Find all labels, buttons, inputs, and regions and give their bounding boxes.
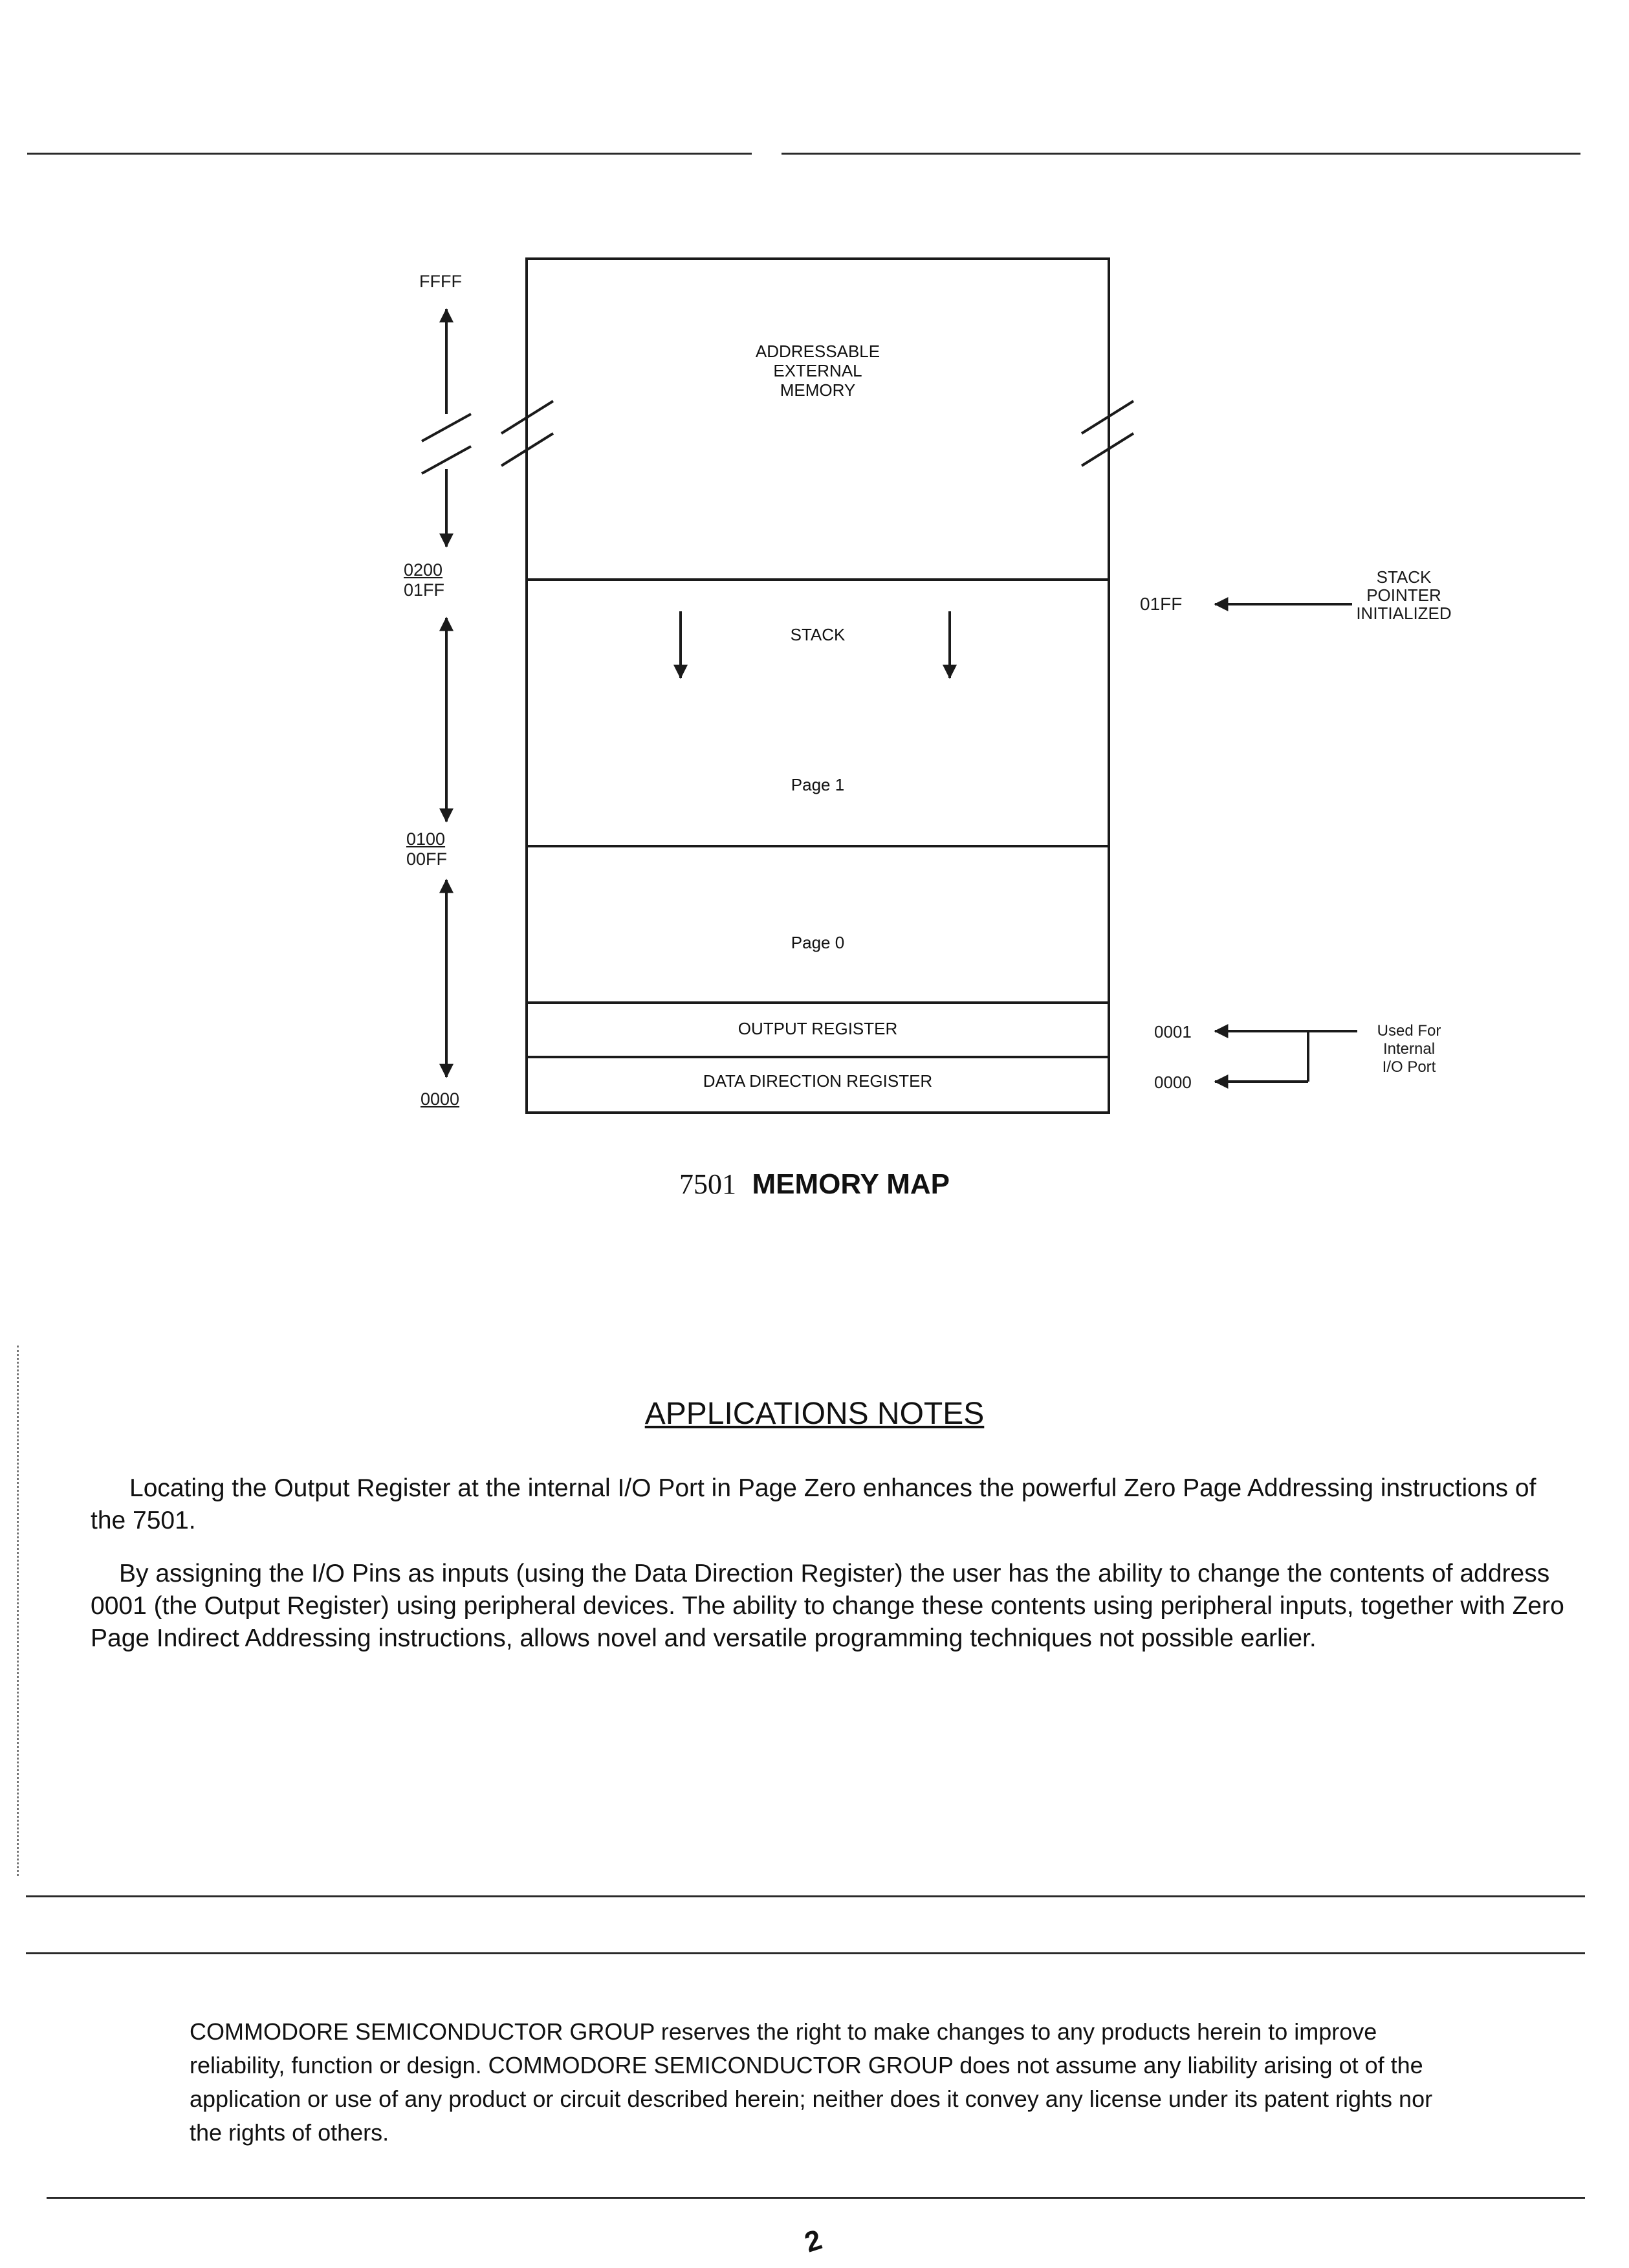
bottom-rule-1	[26, 1895, 1585, 1897]
address-01ff-right: 01FF	[1140, 594, 1183, 614]
region-stack: STACK	[790, 625, 846, 644]
stack-pointer-initialized-label	[1346, 568, 1462, 622]
stack-pointer-line: STACK	[1376, 567, 1432, 587]
region-output-register: OUTPUT REGISTER	[738, 1019, 898, 1038]
stack-pointer-line: POINTER	[1366, 585, 1441, 605]
margin-dot-column	[17, 1346, 23, 1876]
caption-title: MEMORY MAP	[752, 1168, 950, 1200]
region-page1: Page 1	[791, 775, 845, 794]
disclaimer-text: COMMODORE SEMICONDUCTOR GROUP reserves the right to make changes to any products herein to improve reliability, function or design. COMMODORE SEMICONDUCTOR GROUP does not assume any liability arising ot of the application or use of any product or circuit described herein; neither does it convey any license under its patent rights nor the rights of others.	[190, 2018, 1433, 2146]
applications-heading: APPLICATIONS NOTES	[644, 1397, 985, 1431]
bottom-rule-2	[26, 1952, 1585, 1954]
figure-caption	[0, 1168, 1629, 1201]
address-0100: 0100	[406, 829, 446, 849]
io-port-line: Internal	[1383, 1040, 1436, 1058]
external-memory-line: MEMORY	[780, 380, 856, 400]
region-page0: Page 0	[791, 933, 845, 952]
footer-rule	[47, 2197, 1585, 2199]
io-port-line: I/O Port	[1382, 1058, 1436, 1076]
stack-pointer-line: INITIALIZED	[1356, 604, 1452, 623]
range-break-1	[422, 414, 471, 441]
external-memory-line: ADDRESSABLE	[755, 342, 880, 361]
applications-paragraph-1: Locating the Output Register at the internal I/O Port in Page Zero enhances the powerful Zero Page Addressing instructions of the 7501.	[91, 1474, 1536, 1534]
caption-number: 7501	[679, 1168, 736, 1200]
address-0001-right: 0001	[1154, 1022, 1192, 1041]
region-data-direction-register: DATA DIRECTION REGISTER	[703, 1071, 933, 1091]
io-port-label	[1364, 1022, 1454, 1076]
address-0000-left: 0000	[421, 1089, 460, 1109]
address-ffff: FFFF	[419, 272, 462, 291]
address-01ff-left: 01FF	[404, 580, 445, 600]
address-0000-right: 0000	[1154, 1073, 1192, 1092]
applications-paragraph-2: By assigning the I/O Pins as inputs (using the Data Direction Register) the user has the ability to change the contents of address 0001 (the Output Register) using peripheral devices. The ability to change these contents using peripheral inputs, together with Zero Page Indirect Addressing instructions, allows novel and versatile programming techniques not possible earlier.	[91, 1560, 1564, 1652]
address-00ff: 00FF	[406, 849, 448, 869]
region-external-memory	[688, 342, 947, 400]
io-port-line: Used For	[1377, 1022, 1441, 1040]
page-number: 2	[800, 2223, 826, 2259]
address-0200: 0200	[404, 560, 443, 580]
external-memory-line: EXTERNAL	[773, 361, 862, 380]
